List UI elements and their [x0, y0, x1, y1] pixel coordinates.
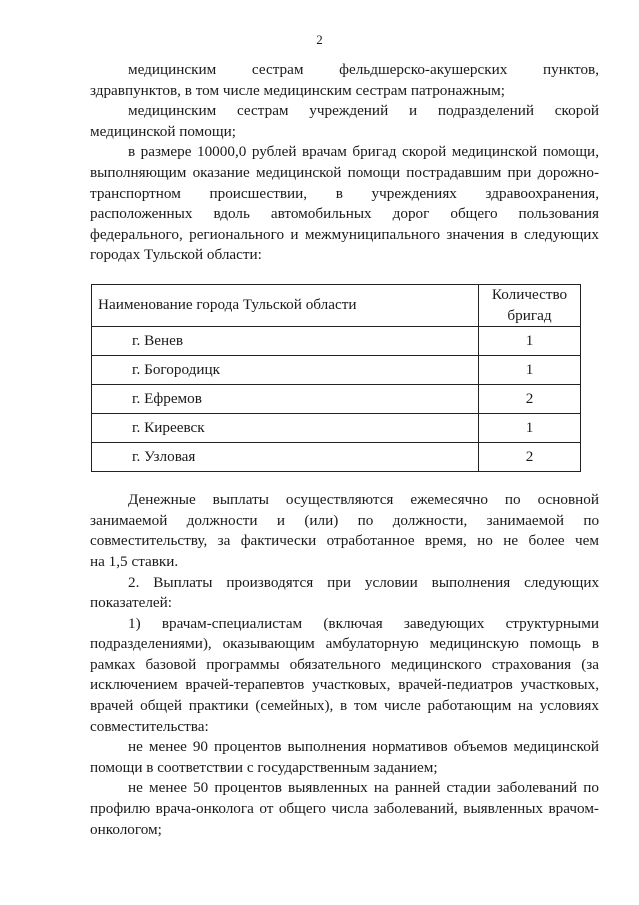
word: пунктов,: [543, 61, 600, 78]
paragraph-specialists-line5: врачей общей практики (семейных), в том числе работающим на условиях: [90, 697, 599, 715]
paragraph-50-percent-line1: не менее 50 процентов выявленных на ранней стадии заболеваний по: [128, 779, 599, 797]
word: скорой: [554, 102, 600, 120]
word: условии: [364, 573, 418, 591]
word: подразделений: [437, 102, 535, 120]
table-row: [92, 327, 581, 356]
document-body: [90, 60, 599, 840]
word: должности,: [392, 511, 468, 529]
paragraph-specialists-line4: исключением врачей-терапевтов участковых, врачей-педиатров участковых,: [90, 676, 599, 694]
table-row: [92, 356, 581, 385]
paragraph-50-percent-line2: профилю врача-онколога от общего числа заболеваний, выявленных врачом-: [90, 800, 599, 818]
count-cell: 1: [479, 414, 581, 443]
paragraph-specialists-line1: [90, 614, 599, 635]
word: должности: [186, 511, 258, 529]
word: пользования: [518, 205, 600, 223]
word: следующих: [524, 573, 600, 591]
word: производятся: [226, 573, 314, 591]
paragraph-ambulance-nurses-line1: [90, 101, 599, 122]
paragraph-10000-line4: [90, 204, 599, 225]
word: Выплаты: [153, 573, 213, 591]
word: (или): [304, 511, 339, 529]
paragraph-feldsher-line1: [90, 60, 599, 81]
paragraph-10000-line1: в размере 10000,0 рублей врачам бригад скорой медицинской помощи,: [128, 143, 599, 161]
word: общего: [450, 205, 498, 223]
paragraph-payments-line4: на 1,5 ставки.: [90, 552, 179, 570]
word: вдоль: [213, 205, 250, 223]
word: происшествии,: [209, 184, 308, 202]
word: врачам-специалистам: [161, 614, 303, 632]
word: и: [276, 511, 285, 529]
paragraph-10000-line2: выполняющим оказание медицинской помощи пострадавшим при дорожно-: [90, 163, 599, 181]
word: сестрам: [236, 102, 289, 120]
word: выплаты: [212, 491, 269, 509]
word: здравоохранения,: [485, 184, 600, 202]
word: транспортном: [90, 184, 181, 202]
word: занимаемой: [486, 511, 564, 529]
word: медицинским: [128, 61, 217, 78]
word: по: [357, 511, 374, 529]
paragraph-10000-line5: федерального, регионального и межмуниципального значения в следующих: [90, 225, 599, 243]
brigades-table: [91, 284, 581, 472]
paragraph-specialists-line2: подразделениями), оказывающим амбулаторную медицинскую помощь в: [90, 635, 599, 653]
word: по: [583, 511, 600, 529]
word: автомобильных: [270, 205, 372, 223]
word: дорог: [392, 205, 430, 223]
table-row: [92, 385, 581, 414]
paragraph-payments-line2: [90, 511, 599, 532]
word: Денежные: [128, 491, 196, 509]
header-count: Количество бригад: [479, 284, 581, 326]
word: (включая: [323, 614, 383, 632]
paragraph-90-percent-line2: помощи в соответствии с государственным заданием;: [90, 758, 438, 776]
paragraph-item2-line1: [90, 573, 599, 594]
word: в: [335, 184, 343, 202]
table-header-row: [92, 284, 581, 326]
page-number: 2: [316, 32, 323, 47]
word: и: [408, 102, 418, 120]
word: расположенных: [90, 205, 193, 223]
word: сестрам: [251, 61, 304, 78]
word: по: [504, 491, 521, 509]
word: учреждениях: [371, 184, 457, 202]
paragraph-ambulance-nurses-line2: медицинской помощи;: [90, 122, 236, 140]
paragraph-feldsher-line2: здравпунктов, в том числе медицинским сестрам патронажным;: [90, 81, 505, 99]
count-cell: 2: [479, 443, 581, 472]
city-cell: г. Узловая: [92, 443, 479, 472]
city-cell: г. Киреевск: [92, 414, 479, 443]
word: 1): [128, 614, 141, 632]
header-city: Наименование города Тульской области: [92, 284, 479, 326]
word: выполнения: [431, 573, 511, 591]
paragraph-specialists-line3: рамках базовой программы обязательного медицинского страхования (за: [90, 655, 599, 673]
word: при: [327, 573, 351, 591]
paragraph-10000-line6: городах Тульской области:: [90, 246, 262, 264]
paragraph-payments-line3: совместительству, за фактически отработанное время, но не более чем: [90, 532, 599, 550]
word: ежемесячно: [410, 491, 488, 509]
word: медицинским: [128, 102, 217, 120]
word: основной: [537, 491, 600, 509]
paragraph-payments-line1: [90, 490, 599, 511]
paragraph-90-percent-line1: не менее 90 процентов выполнения нормативов объемов медицинской: [128, 738, 599, 756]
count-cell: 1: [479, 356, 581, 385]
word: 2.: [128, 573, 140, 591]
table-row: [92, 414, 581, 443]
paragraph-10000-line3: [90, 184, 599, 205]
paragraph-item2-line2: показателей:: [90, 594, 173, 612]
table-row: [92, 443, 581, 472]
city-cell: г. Богородицк: [92, 356, 479, 385]
city-cell: г. Венев: [92, 327, 479, 356]
word: учреждений: [309, 102, 389, 120]
word: фельдшерско-акушерских: [339, 61, 508, 78]
count-cell: 1: [479, 327, 581, 356]
word: осуществляются: [285, 491, 394, 509]
word: занимаемой: [90, 511, 168, 529]
word: заведующих: [403, 614, 485, 632]
count-cell: 2: [479, 385, 581, 414]
paragraph-50-percent-line3: онкологом;: [90, 820, 162, 838]
paragraph-specialists-line6: совместительства:: [90, 717, 209, 735]
word: структурными: [505, 614, 599, 632]
city-cell: г. Ефремов: [92, 385, 479, 414]
